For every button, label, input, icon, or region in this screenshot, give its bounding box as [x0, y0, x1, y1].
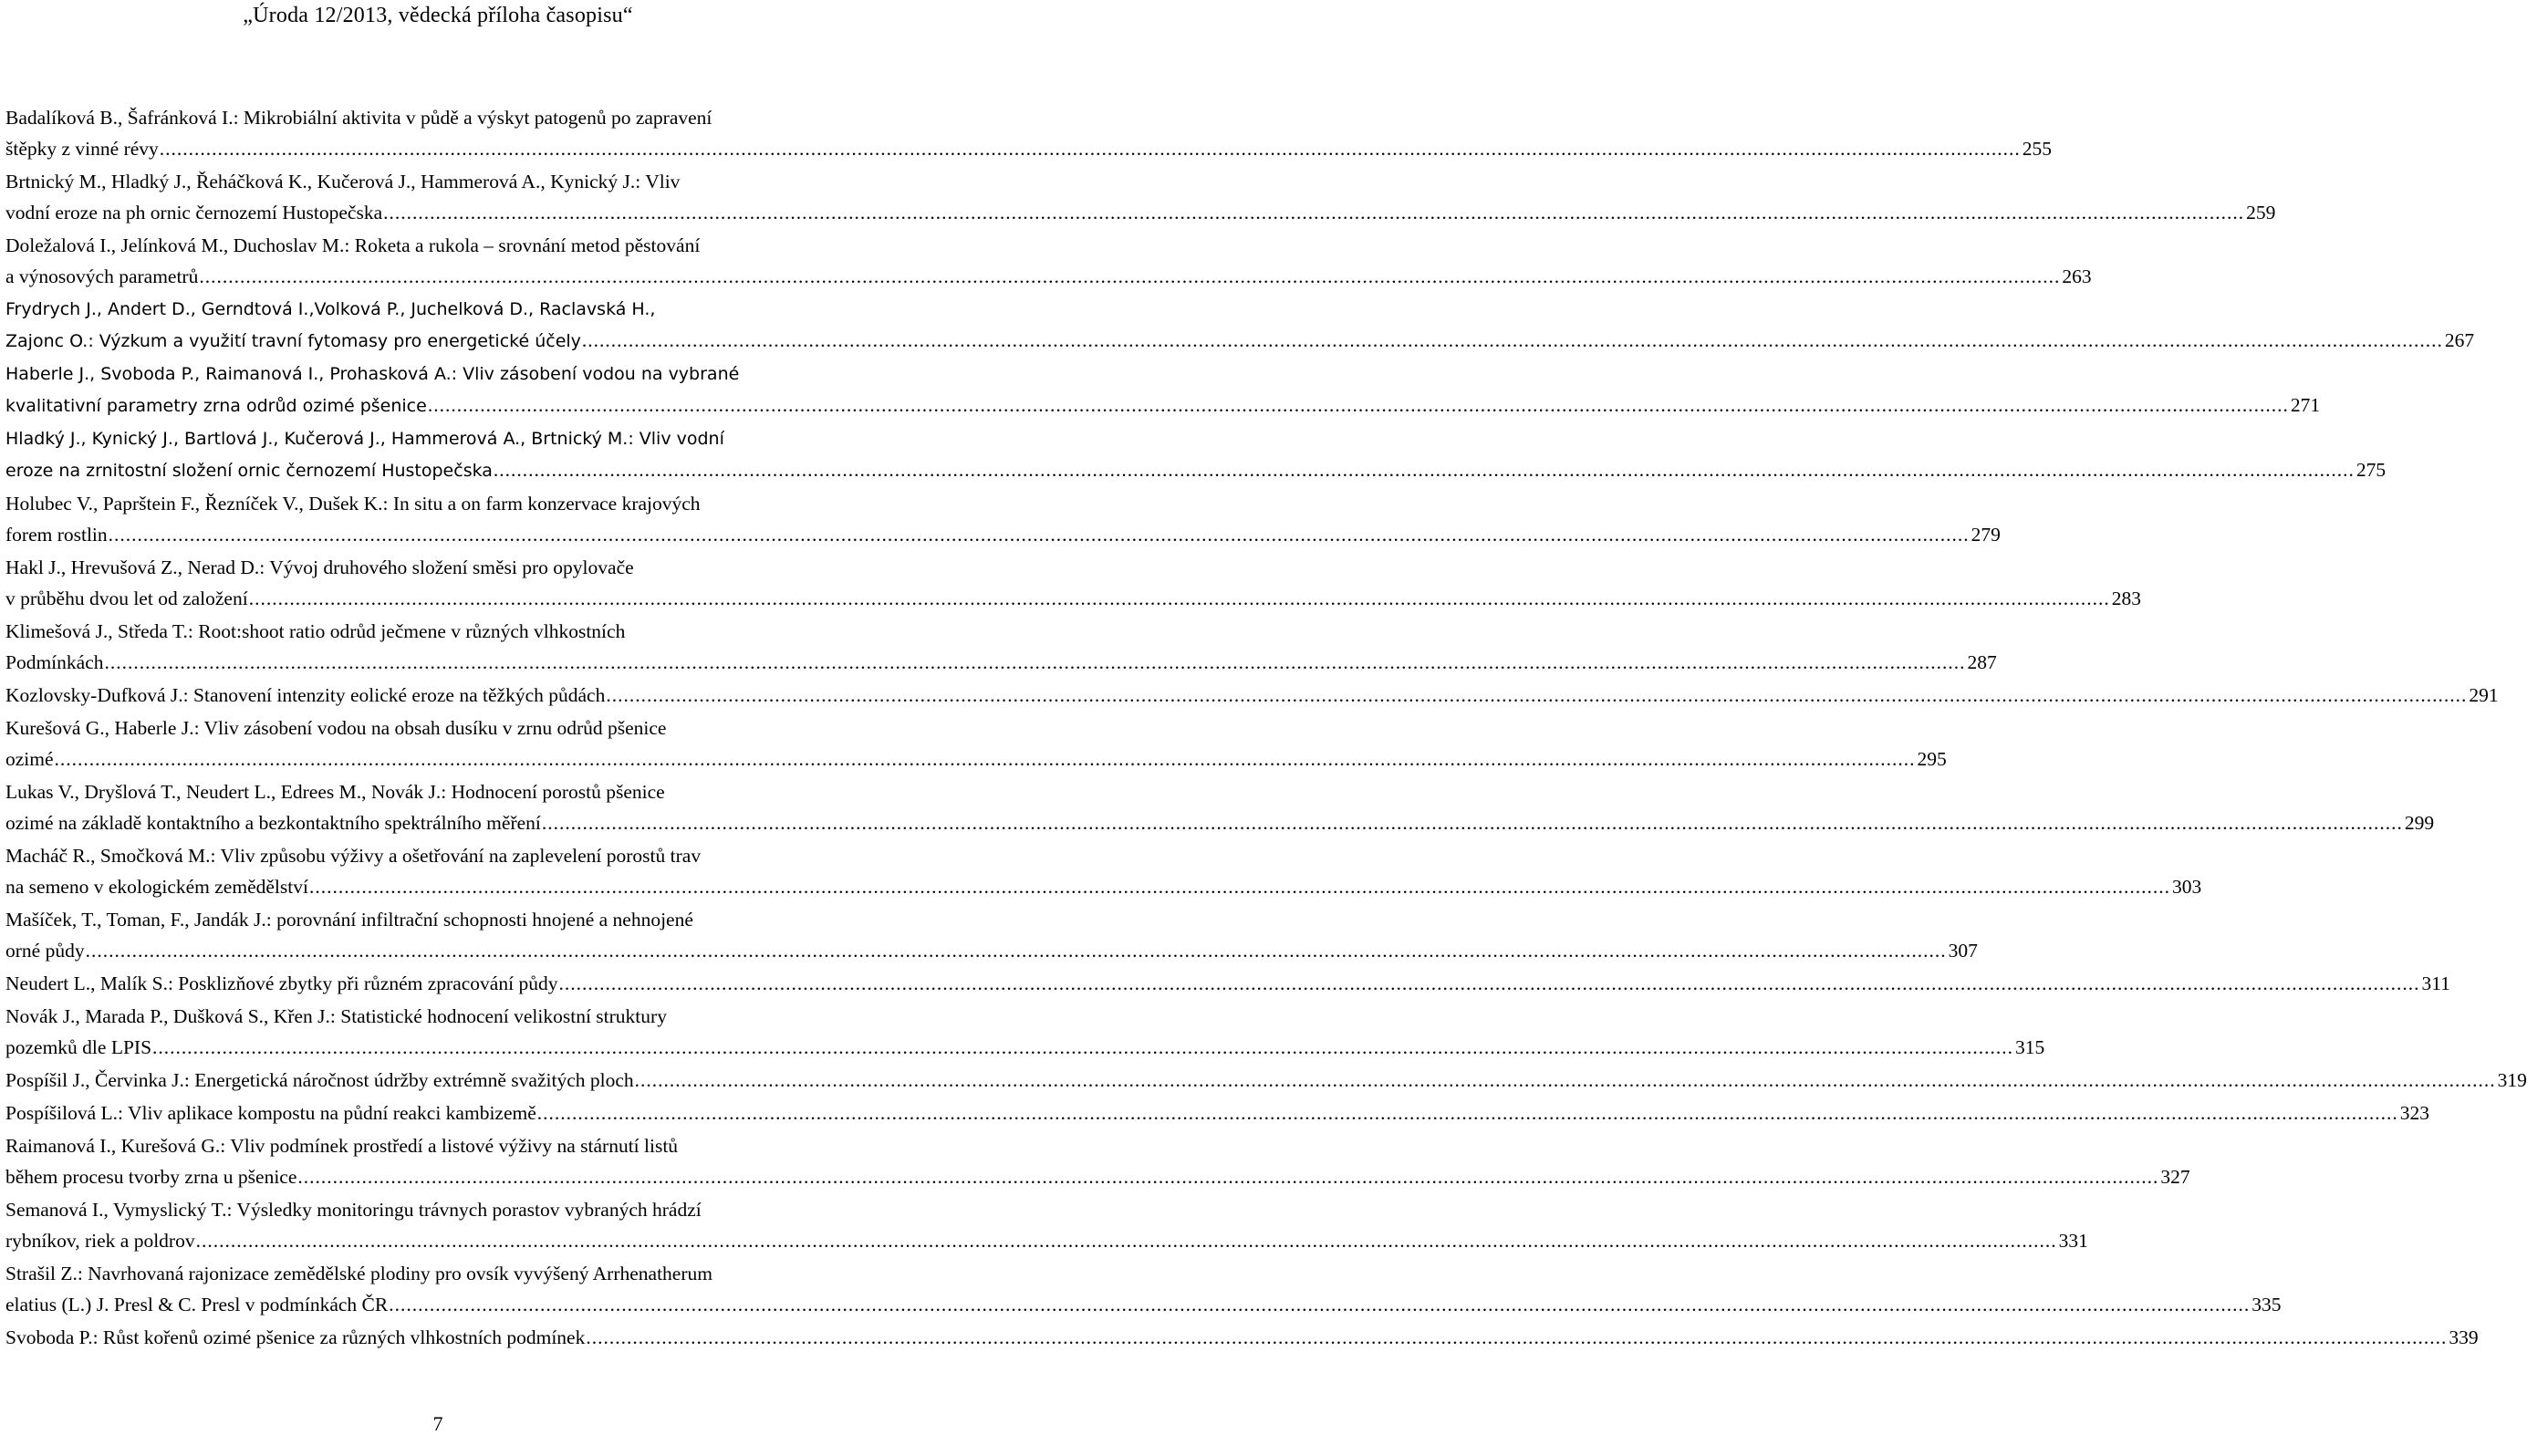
toc-entry-leader-row [5, 1225, 2088, 1256]
dot-leader [196, 1225, 2057, 1256]
dot-leader [297, 1161, 2158, 1192]
toc-entry [5, 712, 1947, 775]
toc-entry [5, 1322, 2479, 1353]
dot-leader [86, 935, 1947, 966]
toc-page-number: 295 [1917, 748, 1947, 770]
dot-leader [152, 1032, 2013, 1063]
toc-page-number: 267 [2444, 329, 2475, 351]
toc-entry-leader-row [5, 583, 2141, 614]
toc-entry [5, 294, 2475, 357]
toc-entry-line: na semeno v ekologickém zemědělství [5, 876, 308, 898]
toc-entry-line: Neudert L., Malík S.: Posklizňové zbytky při různém zpracování půdy [5, 972, 558, 994]
toc-entry-leader-row [5, 1065, 2527, 1096]
toc-entry-leader-row [5, 454, 2387, 486]
toc-entry [5, 1130, 2190, 1192]
dot-leader [383, 197, 2244, 228]
toc-entry-line: Doležalová I., Jelínková M., Duchoslav M.: Roketa a rukola – srovnání metod pěstování [5, 234, 701, 256]
toc-entry [5, 488, 2001, 550]
toc-entry-leader-row [5, 1161, 2190, 1192]
dot-leader [309, 871, 2170, 902]
page-number: 7 [432, 1412, 443, 1435]
toc-entry-line: a výnosových parametrů [5, 265, 199, 287]
toc-entry-leader-row [5, 1289, 2282, 1320]
toc-entry [5, 423, 2387, 486]
toc-entry-line: Novák J., Marada P., Dušková S., Křen J.: Statistické hodnocení velikostní struktury [5, 1005, 667, 1027]
toc-entry [5, 616, 1997, 678]
toc-entry [5, 840, 2202, 902]
toc-entry [5, 1258, 2282, 1320]
toc-entry-line: Svoboda P.: Růst kořenů ozimé pšenice za různých vlhkostních podmínek [5, 1326, 586, 1348]
toc-entry-line: Haberle J., Svoboda P., Raimanová I., Prohasková A.: Vliv zásobení vodou na vybrané [5, 364, 740, 384]
dot-leader [635, 1065, 2496, 1096]
toc-page-number: 287 [1967, 651, 1997, 673]
dot-leader [249, 583, 2110, 614]
toc-entry-line: elatius (L.) J. Presl & C. Presl v podmínkách ČR [5, 1294, 389, 1316]
toc-entry-leader-row [5, 1097, 2430, 1128]
toc-entry-line: Lukas V., Dryšlová T., Neudert L., Edrees M., Novák J.: Hodnocení porostů pšenice [5, 781, 665, 803]
toc-page-number: 275 [2355, 459, 2387, 481]
toc-entry [5, 1065, 2527, 1096]
toc-page-number: 315 [2015, 1036, 2045, 1058]
toc-entry [5, 1097, 2430, 1128]
dot-leader [606, 680, 2467, 711]
toc-entry-leader-row [5, 680, 2499, 711]
toc-page-number: 263 [2062, 265, 2092, 287]
toc-entry-leader-row [5, 647, 1997, 678]
dot-leader [160, 133, 2021, 164]
toc-entry [5, 904, 1978, 966]
toc-entry-line: orné půdy [5, 940, 85, 962]
toc-entry-line: Badalíková B., Šafránková I.: Mikrobiální aktivita v půdě a výskyt patogenů po zapravení [5, 107, 712, 129]
toc-entry [5, 102, 2053, 164]
toc-entry-leader-row [5, 197, 2276, 228]
toc-page-number: 335 [2251, 1294, 2282, 1316]
toc-entry-line: kvalitativní parametry zrna odrůd ozimé pšenice [5, 396, 427, 416]
table-of-contents [5, 102, 2527, 1353]
toc-entry-line: Kurešová G., Haberle J.: Vliv zásobení vodou na obsah dusíku v zrnu odrůd pšenice [5, 717, 667, 739]
toc-entry [5, 968, 2450, 999]
toc-entry-line: Hakl J., Hrevušová Z., Nerad D.: Vývoj druhového složení směsi pro opylovače [5, 556, 634, 578]
toc-entry-leader-row [5, 744, 1947, 775]
toc-page-number: 331 [2058, 1230, 2088, 1252]
toc-entry [5, 776, 2435, 838]
toc-entry-line: během procesu tvorby zrna u pšenice [5, 1166, 297, 1188]
toc-entry-line: eroze na zrnitostní složení ornic černozemí Hustopečska [5, 461, 493, 481]
toc-entry-line: Zajonc O.: Výzkum a využití travní fytomasy pro energetické účely [5, 331, 581, 351]
toc-page-number: 323 [2399, 1102, 2430, 1124]
toc-entry [5, 230, 2092, 292]
toc-entry-line: pozemků dle LPIS [5, 1036, 152, 1058]
toc-entry-line: Semanová I., Vymyslický T.: Výsledky monitoringu trávnych porastov vybraných hrádzí [5, 1199, 702, 1221]
toc-entry-line: Strašil Z.: Navrhovaná rajonizace zemědělské plodiny pro ovsík vyvýšený Arrhenatherum [5, 1263, 712, 1284]
toc-entry-leader-row [5, 1032, 2045, 1063]
toc-page-number: 259 [2246, 202, 2276, 224]
toc-entry-line: Pospíšil J., Červinka J.: Energetická náročnost údržby extrémně svažitých ploch [5, 1069, 634, 1091]
toc-entry-leader-row [5, 968, 2450, 999]
toc-entry [5, 552, 2141, 614]
toc-entry-line: štěpky z vinné révy [5, 138, 159, 160]
dot-leader [537, 1097, 2398, 1128]
toc-entry-line: Podmínkách [5, 651, 104, 673]
dot-leader [582, 325, 2443, 356]
toc-page-number: 299 [2404, 812, 2435, 834]
dot-leader [542, 807, 2403, 838]
toc-page-number: 283 [2111, 588, 2141, 609]
dot-leader [494, 454, 2355, 485]
toc-entry-line: rybníkov, riek a poldrov [5, 1230, 195, 1252]
toc-entry-line: Macháč R., Smočková M.: Vliv způsobu výživy a ošetřování na zaplevelení porostů trav [5, 845, 702, 867]
dot-leader [105, 647, 1966, 678]
toc-entry-line: vodní eroze na ph ornic černozemí Hustopečska [5, 202, 383, 224]
toc-entry-leader-row [5, 133, 2053, 164]
toc-entry [5, 166, 2276, 228]
toc-entry [5, 680, 2499, 711]
toc-entry-line: Kozlovsky-Dufková J.: Stanovení intenzity eolické eroze na těžkých půdách [5, 684, 606, 706]
toc-page-number: 255 [2022, 138, 2053, 160]
toc-page-number: 271 [2290, 394, 2321, 416]
toc-entry [5, 359, 2321, 421]
toc-entry-line: Brtnický M., Hladký J., Řeháčková K., Kučerová J., Hammerová A., Kynický J.: Vliv [5, 171, 681, 192]
toc-page-number: 291 [2469, 684, 2499, 706]
toc-entry-line: Klimešová J., Středa T.: Root:shoot ratio odrůd ječmene v různých vlhkostních [5, 620, 626, 642]
toc-entry-line: Frydrych J., Andert D., Gerndtová I.,Volková P., Juchelková D., Raclavská H., [5, 299, 656, 319]
toc-page-number: 327 [2160, 1166, 2190, 1188]
toc-entry-leader-row [5, 1322, 2479, 1353]
toc-entry-line: Hladký J., Kynický J., Bartlová J., Kučerová J., Hammerová A., Brtnický M.: Vliv vodní [5, 429, 724, 449]
toc-entry-line: ozimé na základě kontaktního a bezkontaktního spektrálního měření [5, 812, 541, 834]
dot-leader [428, 390, 2289, 421]
toc-entry-leader-row [5, 261, 2092, 292]
dot-leader [558, 968, 2419, 999]
toc-entry [5, 1001, 2045, 1063]
toc-entry-leader-row [5, 390, 2321, 421]
toc-entry-line: Mašíček, T., Toman, F., Jandák J.: porovnání infiltrační schopnosti hnojené a nehnojené [5, 909, 693, 931]
toc-page-number: 319 [2497, 1069, 2527, 1091]
toc-entry-leader-row [5, 935, 1978, 966]
dot-leader [199, 261, 2060, 292]
toc-entry-leader-row [5, 519, 2001, 550]
toc-entry-line: v průběhu dvou let od založení [5, 588, 248, 609]
toc-entry-leader-row [5, 871, 2202, 902]
running-header: „Úroda 12/2013, vědecká příloha časopisu“ [243, 4, 633, 27]
toc-entry-leader-row [5, 325, 2475, 357]
toc-entry-line: forem rostlin [5, 524, 108, 546]
toc-page-number: 279 [1971, 524, 2001, 546]
toc-entry-line: ozimé [5, 748, 54, 770]
toc-entry-line: Raimanová I., Kurešová G.: Vliv podmínek prostředí a listové výživy na stárnutí listů [5, 1135, 679, 1157]
dot-leader [109, 519, 1970, 550]
toc-page-number: 307 [1948, 940, 1978, 962]
toc-page-number: 311 [2421, 972, 2450, 994]
toc-page-number: 339 [2449, 1326, 2479, 1348]
toc-entry [5, 1194, 2088, 1256]
toc-entry-line: Pospíšilová L.: Vliv aplikace kompostu na půdní reakci kambizemě [5, 1102, 536, 1124]
dot-leader [586, 1322, 2447, 1353]
dot-leader [55, 744, 1916, 775]
toc-entry-line: Holubec V., Paprštein F., Řezníček V., Dušek K.: In situ a on farm konzervace krajových [5, 493, 701, 515]
dot-leader [389, 1289, 2250, 1320]
toc-page-number: 303 [2171, 876, 2202, 898]
toc-entry-leader-row [5, 807, 2435, 838]
